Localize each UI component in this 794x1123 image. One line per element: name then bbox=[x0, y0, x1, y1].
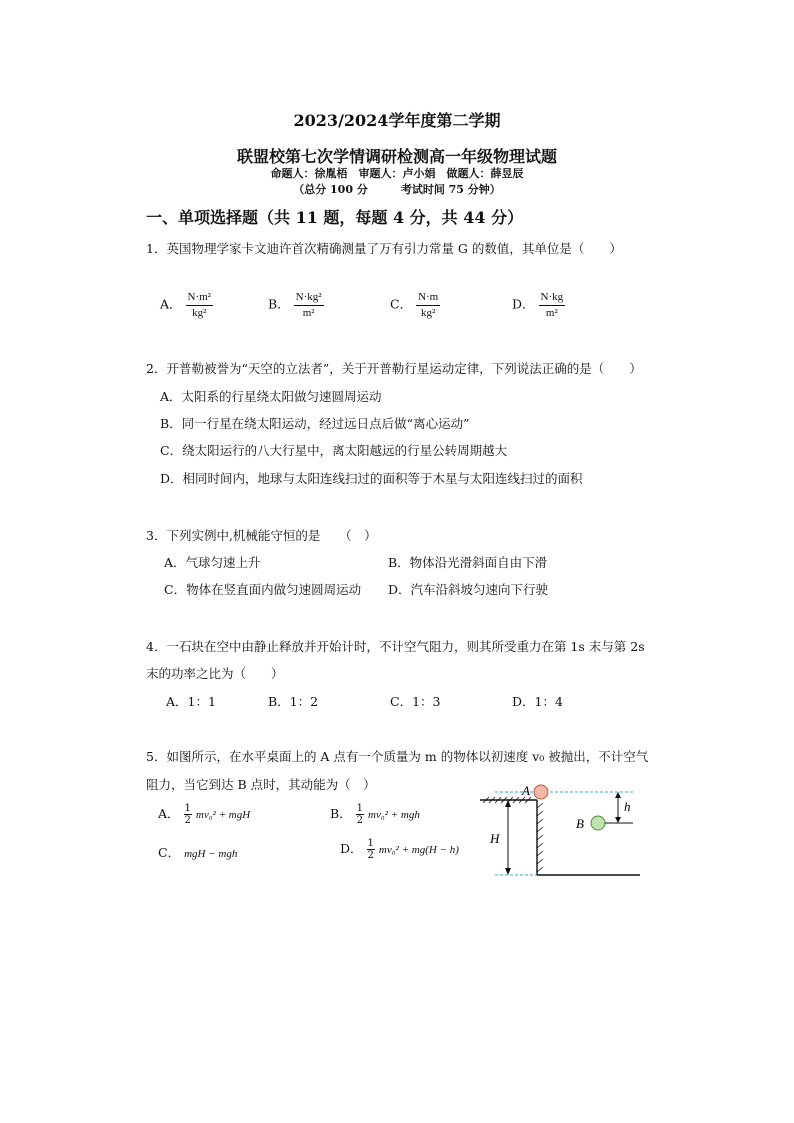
q2-option-a[interactable]: A．太阳系的行星绕太阳做匀速圆周运动 bbox=[160, 389, 382, 404]
q4-option-c[interactable]: C．1：3 bbox=[390, 694, 441, 709]
formula: mv₀² + mgh bbox=[368, 809, 420, 821]
q3-option-c[interactable]: C．物体在竖直面内做匀速圆周运动 bbox=[164, 582, 362, 597]
H-arrow-head-down bbox=[505, 868, 511, 875]
q1-option-c[interactable] bbox=[390, 291, 440, 319]
option-label: A． bbox=[158, 806, 180, 821]
formula: mv₀² + mgH bbox=[195, 809, 251, 821]
label-A: A bbox=[522, 783, 530, 798]
exam-info: （总分 100 分 考试时间 75 分钟） bbox=[293, 183, 501, 196]
formula: mv₀² + mg(H − h) bbox=[378, 844, 459, 856]
unit-fraction: $\frac{N\cdot kg}{\text{m²}}$ bbox=[540, 291, 564, 319]
q1-option-a[interactable] bbox=[160, 291, 213, 319]
question-2-stem: 2．开普勒被誉为“天空的立法者”，关于开普勒行星运动定律，下列说法正确的是（ ） bbox=[146, 361, 642, 376]
half-fraction: $\frac{1}{2}$ bbox=[356, 803, 364, 826]
q3-option-d[interactable]: D．汽车沿斜坡匀速向下行驶 bbox=[388, 582, 549, 597]
h-arrow-head-up bbox=[615, 792, 621, 798]
question-3-stem: 3．下列实例中,机械能守恒的是 （ ） bbox=[146, 528, 377, 543]
q4-option-a[interactable]: A．1：1 bbox=[166, 694, 216, 709]
formula: mgH − mgh bbox=[184, 848, 238, 860]
question-4-stem-line2: 末的功率之比为（ ） bbox=[146, 666, 284, 681]
q1-option-b[interactable] bbox=[268, 291, 324, 319]
q2-option-d[interactable]: D．相同时间内，地球与太阳连线扫过的面积等于木星与太阳连线扫过的面积 bbox=[160, 471, 583, 486]
section-heading: 一、单项选择题（共 11 题，每题 4 分，共 44 分） bbox=[146, 208, 524, 227]
q5-option-c[interactable] bbox=[158, 843, 237, 861]
option-label: B． bbox=[330, 806, 352, 821]
q5-option-b[interactable] bbox=[330, 803, 420, 826]
ball-B bbox=[591, 816, 605, 830]
q5-option-d[interactable] bbox=[340, 838, 459, 861]
H-arrow-head-up bbox=[505, 800, 511, 807]
option-label: D． bbox=[340, 841, 363, 856]
q2-option-b[interactable]: B．同一行星在绕太阳运动，经过远日点后做“离心运动” bbox=[160, 416, 470, 431]
question-1-stem: 1．英国物理学家卡文迪许首次精确测量了万有引力常量 G 的数值，其单位是（ ） bbox=[146, 241, 622, 256]
q1-option-d[interactable] bbox=[512, 291, 565, 319]
unit-fraction: $\frac{\text{N·kg²}}{\text{m²}}$ bbox=[295, 291, 322, 319]
option-label: C． bbox=[390, 296, 413, 312]
question-5-stem-line2: 阻力，当它到达 B 点时，其动能为（ ） bbox=[146, 777, 376, 792]
label-h: h bbox=[624, 799, 631, 814]
label-H: H bbox=[490, 831, 500, 846]
label-B: B bbox=[576, 816, 584, 831]
half-fraction: $\frac{1}{2}$ bbox=[367, 838, 374, 861]
option-label: B． bbox=[268, 296, 290, 312]
exam-title: 联盟校第七次学情调研检测高一年级物理试题 bbox=[236, 147, 557, 166]
option-label: D． bbox=[512, 296, 535, 312]
question-4-stem-line1: 4．一石块在空中由静止释放并开始计时，不计空气阻力，则其所受重力在第 1s 末与第 2s bbox=[146, 639, 645, 654]
exam-term: 2023/2024学年度第二学期 bbox=[293, 111, 501, 130]
half-fraction: $\frac{1}{2}$ bbox=[184, 803, 191, 826]
q4-option-d[interactable]: D．1：4 bbox=[512, 694, 563, 709]
q3-option-b[interactable]: B．物体沿光滑斜面自由下滑 bbox=[388, 555, 548, 570]
q4-option-b[interactable]: B．1：2 bbox=[268, 694, 319, 709]
q5-option-a[interactable] bbox=[158, 803, 250, 826]
q3-option-a[interactable]: A．气球匀速上升 bbox=[164, 555, 261, 570]
exam-authors: 命题人：徐胤梧 审题人：卢小娟 做题人：薛昱辰 bbox=[270, 167, 524, 180]
question-5-stem-line1: 5．如图所示，在水平桌面上的 A 点有一个质量为 m 的物体以初速度 v₀ 被抛出，不计空气 bbox=[146, 749, 649, 764]
unit-fraction: $\frac{\text{N·m²}}{\text{kg²}}$ bbox=[187, 291, 211, 319]
h-arrow-head-down bbox=[615, 817, 621, 823]
q5-figure bbox=[475, 778, 650, 888]
unit-fraction: $\frac{N\cdot m}{\text{kg²}}$ bbox=[418, 291, 439, 319]
ball-A bbox=[534, 785, 548, 799]
wall-hatch bbox=[537, 803, 543, 872]
q2-option-c[interactable]: C．绕太阳运行的八大行星中，离太阳越远的行星公转周期越大 bbox=[160, 443, 508, 458]
option-label: C． bbox=[158, 845, 181, 860]
option-label: A． bbox=[160, 296, 182, 312]
